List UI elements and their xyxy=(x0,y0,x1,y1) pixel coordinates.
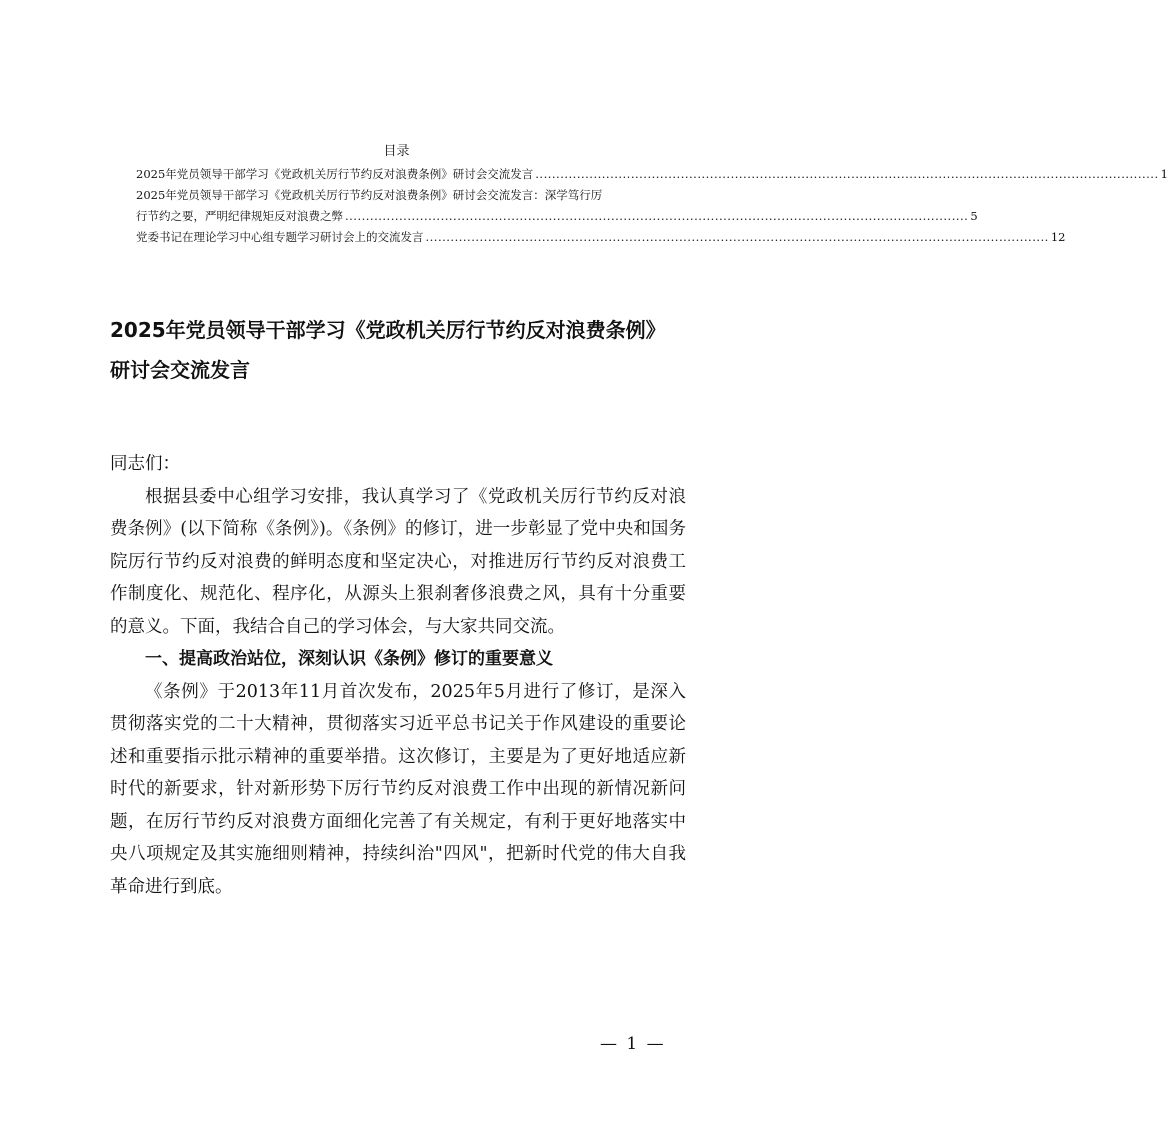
article-title-line1: 2025年党员领导干部学习《党政机关厉行节约反对浪费条例》 xyxy=(110,318,666,342)
toc-entry-text: 2025年党员领导干部学习《党政机关厉行节约反对浪费条例》研讨会交流发言 xyxy=(136,167,534,181)
paragraph-section-1: 《条例》于2013年11月首次发布，2025年5月进行了修订，是深入贯彻落实党的二十大精神，贯彻落实习近平总书记关于作风建设的重要论述和重要指示批示精神的重要举措。这次修订，主要是为了更好地适应新时代的新要求，针对新形势下厉行节约反对浪费工作中出现的新情况新问题，在厉行节约反对浪费方面细化完善了有关规定，有利于更好地落实中央八项规定及其实施细则精神，持续纠治"四风"，把新时代党的伟大自我革命进行到底。 xyxy=(110,681,686,897)
toc-leader: ...................................................................................................................................................... xyxy=(535,167,1159,181)
toc-entry-text: 行节约之要，严明纪律规矩反对浪费之弊 xyxy=(136,209,343,223)
toc-leader: ...................................................................................................................................................... xyxy=(425,230,1049,244)
page-number: — 1 — xyxy=(600,1034,666,1054)
toc-entry-3[interactable] xyxy=(136,227,1066,248)
toc-entry-text: 党委书记在理论学习中心组专题学习研讨会上的交流发言 xyxy=(136,230,424,244)
toc-entry-2[interactable] xyxy=(136,185,978,227)
section-heading-1: 一、提高政治站位，深刻认识《条例》修订的重要意义 xyxy=(145,649,553,669)
article-title-line2: 研讨会交流发言 xyxy=(110,358,250,382)
salutation: 同志们： xyxy=(110,454,180,474)
toc-title: 目录 xyxy=(383,144,410,159)
article-body xyxy=(110,448,686,903)
paragraph-intro: 根据县委中心组学习安排，我认真学习了《党政机关厉行节约反对浪费条例》(以下简称《条例》)。《条例》的修订，进一步彰显了党中央和国务院厉行节约反对浪费的鲜明态度和坚定决心，对推进厉行节约反对浪费工作制度化、规范化、程序化，从源头上狠刹奢侈浪费之风，具有十分重要的意义。下面，我结合自己的学习体会，与大家共同交流。 xyxy=(110,486,686,637)
toc-entry-page: 12 xyxy=(1050,230,1066,244)
toc-entry-page: 5 xyxy=(970,209,978,223)
toc-entry-page: 1 xyxy=(1160,167,1168,181)
toc-entry-text-line1: 2025年党员领导干部学习《党政机关厉行节约反对浪费条例》研讨会交流发言：深学笃行厉 xyxy=(136,188,603,202)
toc-entry-1[interactable] xyxy=(136,164,1168,185)
toc-leader: ...................................................................................................................................................... xyxy=(345,209,969,223)
article-title xyxy=(110,310,710,390)
table-of-contents xyxy=(136,164,1168,248)
